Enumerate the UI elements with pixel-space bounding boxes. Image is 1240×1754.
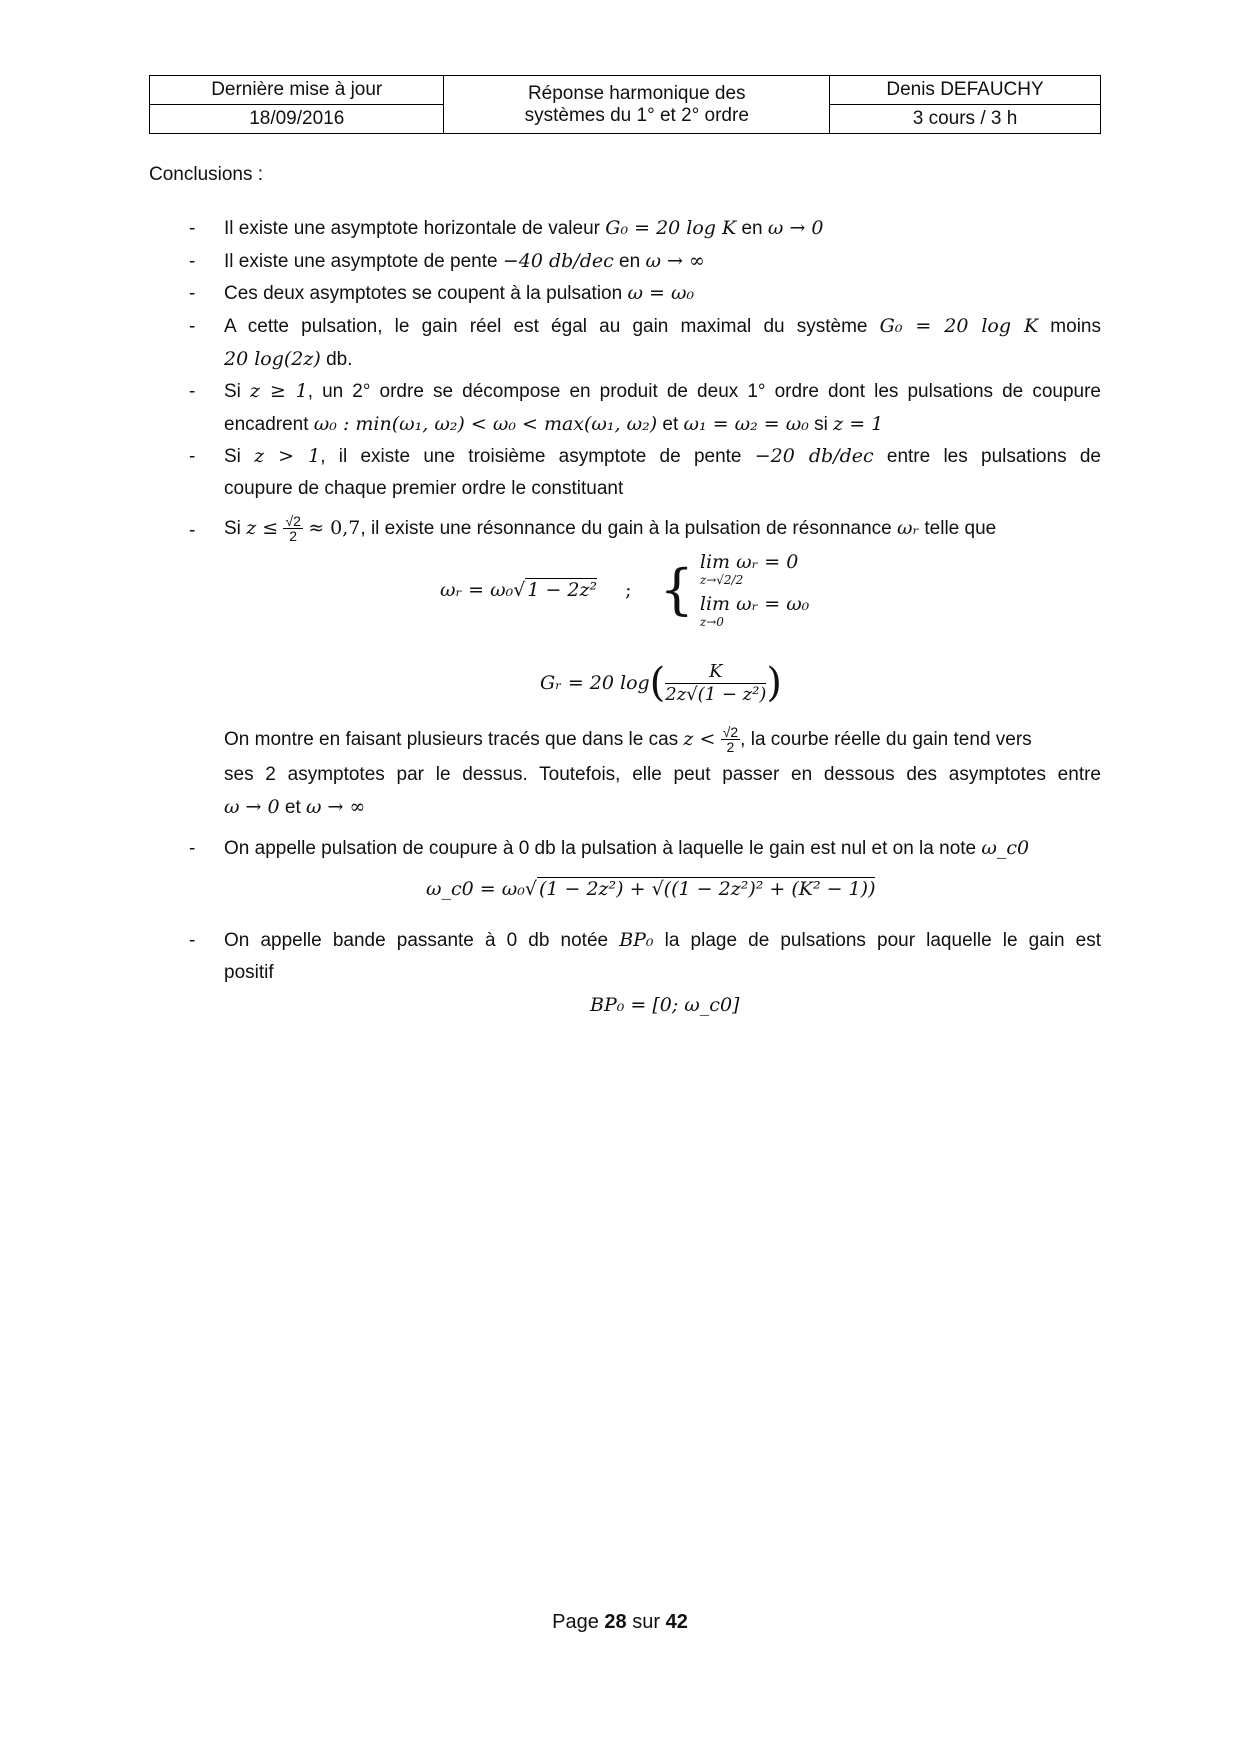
bullet-dash: - [189, 381, 196, 402]
fraction: $\frac{√2}{2}$ [722, 724, 739, 756]
header-table [149, 75, 1101, 134]
fraction: $\frac{√2}{2}$ [285, 513, 301, 545]
equation-separator: ; [625, 579, 632, 601]
bullet-item: Il existe une asymptote horizontale de valeur G₀ = 20 log K en ω → 0 [224, 217, 824, 239]
equation-lim1: lim ωᵣ = 0 z→√2/2 [699, 551, 799, 587]
equation-gr: Gᵣ = 20 log ( $\frac{K}{\text{2z√(1 − z²)}}$ ) [540, 660, 783, 706]
equation-wr: ωᵣ = ω₀√ 1 − 2z² [440, 579, 598, 601]
bullet-item: Ces deux asymptotes se coupent à la pulsation ω = ω₀ [224, 282, 695, 304]
bullet-item: Il existe une asymptote de pente −40 db/dec en ω → ∞ [224, 250, 705, 272]
brace: { [659, 558, 694, 621]
bullet-item: Si z ≥ 1, un 2° ordre se décompose en produit de deux 1° ordre dont les pulsations de coupure encadrent ω₀ : min(ω₁, ω₂) < ω₀ < max(ω₁, ω₂) et ω₁ = ω₂ = ω₀ si z = 1 [224, 380, 1101, 435]
limits-system [700, 551, 809, 629]
duration: 3 cours / 3 h [830, 105, 1101, 134]
bullet-dash: - [189, 218, 196, 239]
bullet-dash: - [189, 520, 196, 541]
updated-date: 18/09/2016 [150, 105, 444, 134]
bullet-item: On appelle bande passante à 0 db notée BP₀ la plage de pulsations pour laquelle le gain est positif [224, 929, 1101, 983]
bullet-dash: - [189, 283, 196, 304]
document-title: Réponse harmonique des systèmes du 1° et 2° ordre [444, 76, 830, 134]
bullet-item: Si z > 1, il existe une troisième asymptote de pente −20 db/dec entre les pulsations de coupure de chaque premier ordre le constituant [224, 445, 1101, 499]
bullet-item: On appelle pulsation de coupure à 0 db la pulsation à laquelle le gain est nul et on la note ω_c0 [224, 837, 1030, 859]
equation-lim2: lim ωᵣ = ω₀ z→0 [699, 593, 810, 629]
bullet-dash: - [189, 838, 196, 859]
page-footer: Page 28 sur 42 [552, 1611, 688, 1633]
equation-wc0: ω_c0 = ω₀√ (1 − 2z²) + √((1 − 2z²)² + (K² − 1)) [426, 878, 876, 900]
bullet-item: Si z ≤ $\frac{√2}{2}$ ≈ 0,7, il existe une résonnance du gain à la pulsation de résonnance ωᵣ telle que [224, 513, 997, 545]
bullet-dash: - [189, 446, 196, 467]
updated-label: Dernière mise à jour [150, 76, 444, 105]
bullet-dash: - [189, 251, 196, 272]
bullet-dash: - [189, 930, 196, 951]
paragraph: On montre en faisant plusieurs tracés que dans le cas z < $\frac{√2}{2}$ , la courbe réelle du gain tend vers ses 2 asymptotes par le dessus. Toutefois, elle peut passer en dessous des asymptotes entre ω → 0 et ω → ∞ [224, 724, 1101, 818]
bullet-item: A cette pulsation, le gain réel est égal au gain maximal du système G₀ = 20 log K moins 20 log(2z) db. [224, 315, 1101, 370]
bullet-dash: - [189, 316, 196, 337]
section-title: Conclusions : [149, 164, 264, 185]
author: Denis DEFAUCHY [830, 76, 1101, 105]
equation-row [440, 550, 809, 630]
equation-bp0: BP₀ = [0; ω_c0] [590, 994, 740, 1016]
